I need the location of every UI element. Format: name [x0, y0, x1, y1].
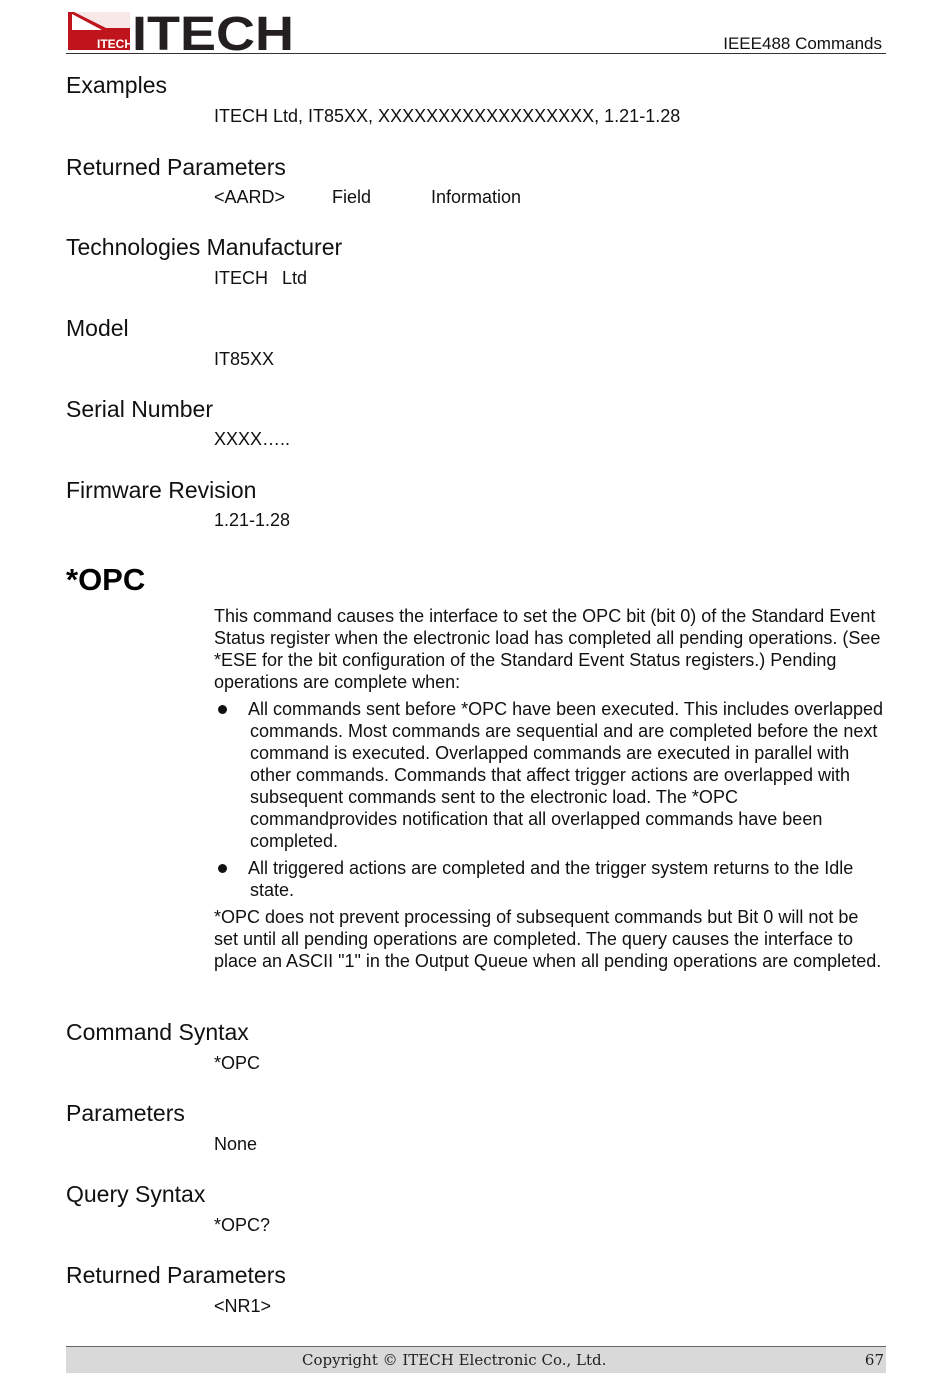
returned-parameters-heading: Returned Parameters [66, 154, 286, 180]
opc-bullet-1 [214, 698, 886, 852]
model-value: IT85XX [214, 349, 275, 369]
examples-value: ITECH Ltd, IT85XX, XXXXXXXXXXXXXXXXXX, 1.21-1.28 [214, 106, 681, 126]
firmware-revision-heading: Firmware Revision [66, 477, 257, 503]
parameters-value: None [214, 1134, 258, 1154]
query-syntax-heading: Query Syntax [66, 1181, 206, 1207]
opc-bullet-1-text: All commands sent before *OPC have been executed. This includes overlapped commands. Most commands are sequential and are completed before the next command is executed. Overlapped commands are executed in parallel with other commands. Commands that affect trigger actions are overlapped with subsequent commands sent to the electronic load. The *OPC commandprovides notification that all overlapped commands have been completed. [248, 699, 884, 851]
footer-copyright: Copyright © ITECH Electronic Co., Ltd. [302, 1351, 607, 1369]
manufacturer-heading: Technologies Manufacturer [66, 234, 343, 260]
page-header [66, 8, 886, 56]
serial-number-value: XXXX….. [214, 429, 291, 449]
page-footer [66, 1346, 886, 1373]
firmware-revision-value: 1.21-1.28 [214, 510, 291, 530]
opc-title: *OPC [66, 562, 146, 597]
opc-intro-text: This command causes the interface to set the OPC bit (bit 0) of the Standard Event Status register when the electronic load has completed all pending operations. (See *ESE for the bit configuration of the Standard Event Status registers.) Pending operations are complete when: [214, 606, 881, 692]
returned-col-aard: <AARD> [214, 187, 286, 207]
command-syntax-heading: Command Syntax [66, 1019, 249, 1045]
logo-text: ITECH [132, 8, 294, 54]
header-divider [66, 53, 886, 54]
opc-bullet-2-text: All triggered actions are completed and the trigger system returns to the Idle state. [248, 858, 854, 900]
opc-outro-text: *OPC does not prevent processing of subsequent commands but Bit 0 will not be set until all pending operations are completed. The query causes the interface to place an ASCII "1" in the Output Queue when all pending operations are completed. [214, 907, 882, 971]
opc-returned-parameters-heading: Returned Parameters [66, 1262, 286, 1288]
examples-heading: Examples [66, 72, 167, 98]
page-number: 67 [864, 1351, 884, 1369]
opc-bullet-2 [214, 857, 886, 901]
parameters-heading: Parameters [66, 1100, 185, 1126]
header-title: IEEE488 Commands [723, 34, 882, 53]
serial-number-heading: Serial Number [66, 396, 213, 422]
returned-col-field: Field [332, 187, 372, 207]
opc-returned-parameters-value: <NR1> [214, 1296, 272, 1316]
opc-intro [214, 605, 886, 693]
logo-small-text: ITECH [97, 37, 133, 51]
manufacturer-value: ITECH Ltd [214, 268, 308, 288]
query-syntax-value: *OPC? [214, 1215, 271, 1235]
returned-col-information: Information [431, 187, 522, 207]
bullet-icon [218, 705, 227, 714]
opc-outro [214, 906, 886, 972]
bullet-icon [218, 864, 227, 873]
command-syntax-value: *OPC [214, 1053, 261, 1073]
model-heading: Model [66, 315, 129, 341]
itech-logo [66, 8, 298, 54]
